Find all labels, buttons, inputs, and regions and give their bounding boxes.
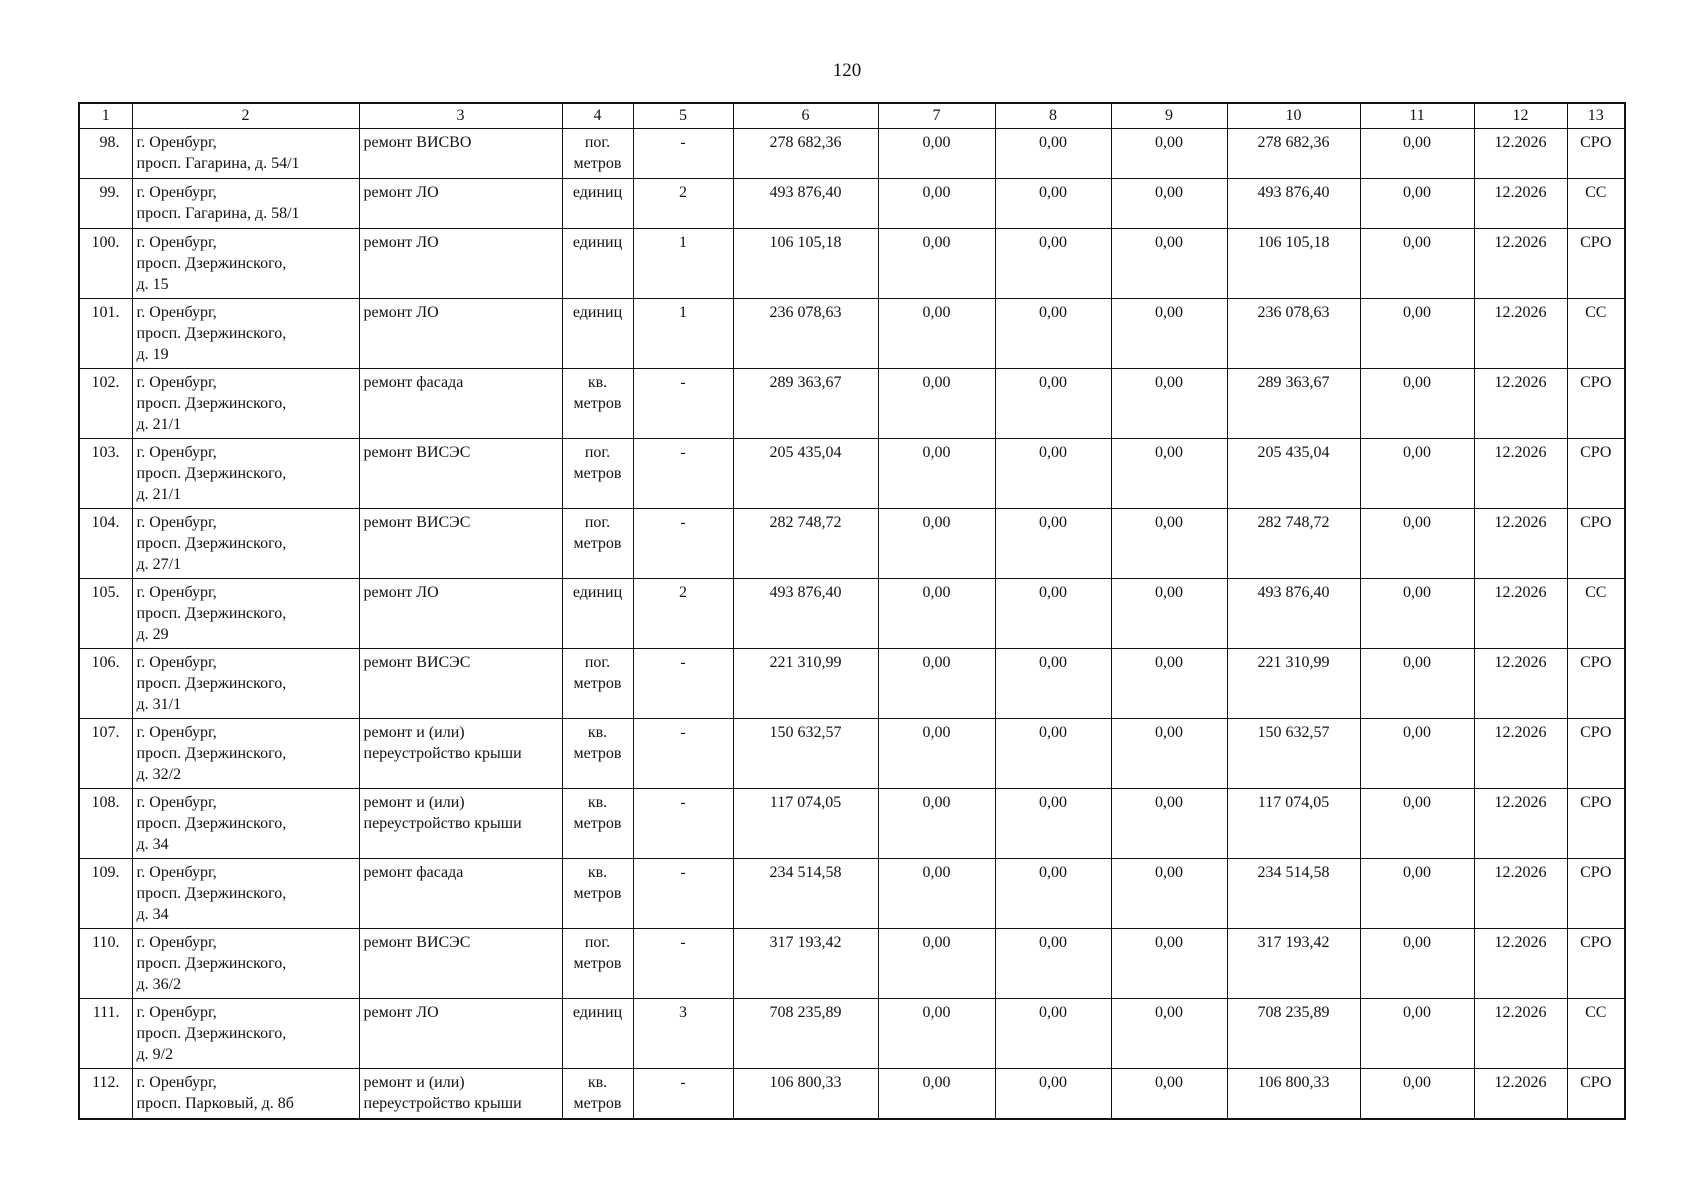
total-cost-cell: 150 632,57 <box>733 719 878 789</box>
cost-col9-cell: 0,00 <box>1111 369 1227 439</box>
completion-date-cell: 12.2026 <box>1474 929 1567 999</box>
cost-col9-cell: 0,00 <box>1111 1069 1227 1120</box>
table-row <box>79 229 1625 299</box>
cost-col11-cell: 0,00 <box>1360 179 1474 229</box>
cost-col7-cell: 0,00 <box>878 999 995 1069</box>
work-type-cell: ремонт и (или) переустройство крыши <box>359 719 562 789</box>
cost-col11-cell: 0,00 <box>1360 369 1474 439</box>
row-number: 100. <box>79 229 132 299</box>
cost-col9-cell: 0,00 <box>1111 229 1227 299</box>
completion-date-cell: 12.2026 <box>1474 299 1567 369</box>
cost-col10-cell: 317 193,42 <box>1227 929 1360 999</box>
total-cost-cell: 117 074,05 <box>733 789 878 859</box>
completion-date-cell: 12.2026 <box>1474 229 1567 299</box>
cost-col9-cell: 0,00 <box>1111 579 1227 649</box>
column-header-3: 3 <box>359 103 562 129</box>
completion-date-cell: 12.2026 <box>1474 649 1567 719</box>
cost-col11-cell: 0,00 <box>1360 579 1474 649</box>
unit-cell: пог. метров <box>562 129 633 179</box>
work-type-cell: ремонт и (или) переустройство крыши <box>359 789 562 859</box>
column-header-2: 2 <box>132 103 359 129</box>
cost-col11-cell: 0,00 <box>1360 129 1474 179</box>
fund-source-cell: СРО <box>1567 1069 1625 1120</box>
cost-col11-cell: 0,00 <box>1360 789 1474 859</box>
cost-col11-cell: 0,00 <box>1360 859 1474 929</box>
column-header-8: 8 <box>995 103 1111 129</box>
completion-date-cell: 12.2026 <box>1474 999 1567 1069</box>
fund-source-cell: СРО <box>1567 929 1625 999</box>
address-cell: г. Оренбург, просп. Дзержинского, д. 29 <box>132 579 359 649</box>
column-header-5: 5 <box>633 103 733 129</box>
completion-date-cell: 12.2026 <box>1474 859 1567 929</box>
cost-col11-cell: 0,00 <box>1360 999 1474 1069</box>
table-row <box>79 999 1625 1069</box>
cost-col8-cell: 0,00 <box>995 369 1111 439</box>
quantity-cell: - <box>633 789 733 859</box>
cost-col10-cell: 106 105,18 <box>1227 229 1360 299</box>
cost-col10-cell: 205 435,04 <box>1227 439 1360 509</box>
address-cell: г. Оренбург, просп. Дзержинского, д. 21/1 <box>132 439 359 509</box>
total-cost-cell: 493 876,40 <box>733 579 878 649</box>
work-type-cell: ремонт ЛО <box>359 179 562 229</box>
cost-col8-cell: 0,00 <box>995 579 1111 649</box>
cost-col8-cell: 0,00 <box>995 929 1111 999</box>
unit-cell: единиц <box>562 179 633 229</box>
work-type-cell: ремонт и (или) переустройство крыши <box>359 1069 562 1120</box>
cost-col9-cell: 0,00 <box>1111 999 1227 1069</box>
total-cost-cell: 493 876,40 <box>733 179 878 229</box>
cost-col9-cell: 0,00 <box>1111 719 1227 789</box>
cost-col10-cell: 708 235,89 <box>1227 999 1360 1069</box>
row-number: 104. <box>79 509 132 579</box>
cost-col8-cell: 0,00 <box>995 999 1111 1069</box>
row-number: 98. <box>79 129 132 179</box>
row-number: 102. <box>79 369 132 439</box>
work-type-cell: ремонт ВИСЭС <box>359 649 562 719</box>
address-cell: г. Оренбург, просп. Гагарина, д. 58/1 <box>132 179 359 229</box>
work-type-cell: ремонт фасада <box>359 859 562 929</box>
table-row <box>79 649 1625 719</box>
cost-col8-cell: 0,00 <box>995 789 1111 859</box>
completion-date-cell: 12.2026 <box>1474 1069 1567 1120</box>
cost-col9-cell: 0,00 <box>1111 509 1227 579</box>
cost-col7-cell: 0,00 <box>878 579 995 649</box>
cost-col10-cell: 493 876,40 <box>1227 179 1360 229</box>
address-cell: г. Оренбург, просп. Дзержинского, д. 34 <box>132 859 359 929</box>
cost-col8-cell: 0,00 <box>995 859 1111 929</box>
cost-col8-cell: 0,00 <box>995 509 1111 579</box>
fund-source-cell: СРО <box>1567 789 1625 859</box>
cost-col9-cell: 0,00 <box>1111 929 1227 999</box>
total-cost-cell: 106 105,18 <box>733 229 878 299</box>
cost-col10-cell: 150 632,57 <box>1227 719 1360 789</box>
fund-source-cell: СС <box>1567 999 1625 1069</box>
table-row <box>79 719 1625 789</box>
address-cell: г. Оренбург, просп. Парковый, д. 8б <box>132 1069 359 1120</box>
address-cell: г. Оренбург, просп. Дзержинского, д. 27/1 <box>132 509 359 579</box>
fund-source-cell: СС <box>1567 299 1625 369</box>
quantity-cell: 1 <box>633 299 733 369</box>
cost-col9-cell: 0,00 <box>1111 789 1227 859</box>
quantity-cell: - <box>633 129 733 179</box>
address-cell: г. Оренбург, просп. Гагарина, д. 54/1 <box>132 129 359 179</box>
table-row <box>79 369 1625 439</box>
unit-cell: единиц <box>562 229 633 299</box>
column-header-11: 11 <box>1360 103 1474 129</box>
address-cell: г. Оренбург, просп. Дзержинского, д. 15 <box>132 229 359 299</box>
address-cell: г. Оренбург, просп. Дзержинского, д. 21/1 <box>132 369 359 439</box>
fund-source-cell: СРО <box>1567 509 1625 579</box>
row-number: 101. <box>79 299 132 369</box>
row-number: 110. <box>79 929 132 999</box>
completion-date-cell: 12.2026 <box>1474 439 1567 509</box>
work-type-cell: ремонт ЛО <box>359 579 562 649</box>
cost-col7-cell: 0,00 <box>878 179 995 229</box>
unit-cell: кв. метров <box>562 859 633 929</box>
column-header-6: 6 <box>733 103 878 129</box>
cost-col9-cell: 0,00 <box>1111 649 1227 719</box>
table-row <box>79 789 1625 859</box>
quantity-cell: 2 <box>633 579 733 649</box>
cost-col8-cell: 0,00 <box>995 179 1111 229</box>
completion-date-cell: 12.2026 <box>1474 129 1567 179</box>
cost-col8-cell: 0,00 <box>995 649 1111 719</box>
table-row <box>79 929 1625 999</box>
quantity-cell: - <box>633 859 733 929</box>
column-header-9: 9 <box>1111 103 1227 129</box>
row-number: 105. <box>79 579 132 649</box>
row-number: 106. <box>79 649 132 719</box>
cost-col10-cell: 236 078,63 <box>1227 299 1360 369</box>
quantity-cell: - <box>633 439 733 509</box>
row-number: 108. <box>79 789 132 859</box>
cost-col8-cell: 0,00 <box>995 719 1111 789</box>
total-cost-cell: 289 363,67 <box>733 369 878 439</box>
work-type-cell: ремонт ВИСВО <box>359 129 562 179</box>
cost-col9-cell: 0,00 <box>1111 299 1227 369</box>
completion-date-cell: 12.2026 <box>1474 509 1567 579</box>
quantity-cell: - <box>633 929 733 999</box>
cost-col7-cell: 0,00 <box>878 789 995 859</box>
quantity-cell: - <box>633 369 733 439</box>
column-header-12: 12 <box>1474 103 1567 129</box>
cost-col10-cell: 106 800,33 <box>1227 1069 1360 1120</box>
quantity-cell: 2 <box>633 179 733 229</box>
cost-col8-cell: 0,00 <box>995 229 1111 299</box>
cost-col8-cell: 0,00 <box>995 1069 1111 1120</box>
completion-date-cell: 12.2026 <box>1474 179 1567 229</box>
fund-source-cell: СРО <box>1567 439 1625 509</box>
table-row <box>79 509 1625 579</box>
address-cell: г. Оренбург, просп. Дзержинского, д. 34 <box>132 789 359 859</box>
cost-col8-cell: 0,00 <box>995 129 1111 179</box>
unit-cell: кв. метров <box>562 789 633 859</box>
cost-col11-cell: 0,00 <box>1360 649 1474 719</box>
unit-cell: пог. метров <box>562 439 633 509</box>
unit-cell: пог. метров <box>562 929 633 999</box>
cost-col9-cell: 0,00 <box>1111 439 1227 509</box>
fund-source-cell: СРО <box>1567 369 1625 439</box>
cost-col7-cell: 0,00 <box>878 719 995 789</box>
cost-col7-cell: 0,00 <box>878 229 995 299</box>
row-number: 111. <box>79 999 132 1069</box>
table-row <box>79 299 1625 369</box>
table-row <box>79 1069 1625 1120</box>
total-cost-cell: 282 748,72 <box>733 509 878 579</box>
cost-col11-cell: 0,00 <box>1360 509 1474 579</box>
total-cost-cell: 234 514,58 <box>733 859 878 929</box>
cost-col7-cell: 0,00 <box>878 1069 995 1120</box>
fund-source-cell: СРО <box>1567 129 1625 179</box>
total-cost-cell: 106 800,33 <box>733 1069 878 1120</box>
work-type-cell: ремонт фасада <box>359 369 562 439</box>
quantity-cell: 3 <box>633 999 733 1069</box>
total-cost-cell: 205 435,04 <box>733 439 878 509</box>
cost-col7-cell: 0,00 <box>878 129 995 179</box>
column-header-7: 7 <box>878 103 995 129</box>
cost-col10-cell: 278 682,36 <box>1227 129 1360 179</box>
column-header-13: 13 <box>1567 103 1625 129</box>
unit-cell: пог. метров <box>562 509 633 579</box>
cost-col7-cell: 0,00 <box>878 369 995 439</box>
address-cell: г. Оренбург, просп. Дзержинского, д. 36/2 <box>132 929 359 999</box>
work-type-cell: ремонт ЛО <box>359 299 562 369</box>
cost-col11-cell: 0,00 <box>1360 299 1474 369</box>
quantity-cell: - <box>633 719 733 789</box>
completion-date-cell: 12.2026 <box>1474 579 1567 649</box>
completion-date-cell: 12.2026 <box>1474 719 1567 789</box>
unit-cell: единиц <box>562 299 633 369</box>
unit-cell: кв. метров <box>562 369 633 439</box>
cost-col9-cell: 0,00 <box>1111 129 1227 179</box>
completion-date-cell: 12.2026 <box>1474 789 1567 859</box>
table-row <box>79 179 1625 229</box>
table-body <box>79 129 1625 1120</box>
column-header-10: 10 <box>1227 103 1360 129</box>
address-cell: г. Оренбург, просп. Дзержинского, д. 31/1 <box>132 649 359 719</box>
cost-col7-cell: 0,00 <box>878 509 995 579</box>
cost-col8-cell: 0,00 <box>995 439 1111 509</box>
cost-col11-cell: 0,00 <box>1360 929 1474 999</box>
row-number: 107. <box>79 719 132 789</box>
column-header-4: 4 <box>562 103 633 129</box>
cost-col7-cell: 0,00 <box>878 299 995 369</box>
table-row <box>79 129 1625 179</box>
address-cell: г. Оренбург, просп. Дзержинского, д. 19 <box>132 299 359 369</box>
unit-cell: единиц <box>562 579 633 649</box>
address-cell: г. Оренбург, просп. Дзержинского, д. 32/2 <box>132 719 359 789</box>
table-header-row <box>79 103 1625 129</box>
cost-col10-cell: 493 876,40 <box>1227 579 1360 649</box>
work-type-cell: ремонт ВИСЭС <box>359 509 562 579</box>
row-number: 109. <box>79 859 132 929</box>
page-number: 120 <box>832 60 862 81</box>
column-header-1: 1 <box>79 103 132 129</box>
unit-cell: пог. метров <box>562 649 633 719</box>
capital-repair-table <box>78 102 1626 1120</box>
cost-col10-cell: 282 748,72 <box>1227 509 1360 579</box>
row-number: 112. <box>79 1069 132 1120</box>
cost-col7-cell: 0,00 <box>878 439 995 509</box>
total-cost-cell: 221 310,99 <box>733 649 878 719</box>
table-row <box>79 579 1625 649</box>
quantity-cell: 1 <box>633 229 733 299</box>
fund-source-cell: СРО <box>1567 229 1625 299</box>
total-cost-cell: 236 078,63 <box>733 299 878 369</box>
cost-col9-cell: 0,00 <box>1111 179 1227 229</box>
table-row <box>79 859 1625 929</box>
unit-cell: единиц <box>562 999 633 1069</box>
address-cell: г. Оренбург, просп. Дзержинского, д. 9/2 <box>132 999 359 1069</box>
work-type-cell: ремонт ЛО <box>359 999 562 1069</box>
quantity-cell: - <box>633 1069 733 1120</box>
cost-col10-cell: 117 074,05 <box>1227 789 1360 859</box>
completion-date-cell: 12.2026 <box>1474 369 1567 439</box>
cost-col7-cell: 0,00 <box>878 649 995 719</box>
cost-col10-cell: 289 363,67 <box>1227 369 1360 439</box>
fund-source-cell: СРО <box>1567 649 1625 719</box>
fund-source-cell: СРО <box>1567 719 1625 789</box>
cost-col7-cell: 0,00 <box>878 929 995 999</box>
cost-col11-cell: 0,00 <box>1360 229 1474 299</box>
unit-cell: кв. метров <box>562 1069 633 1120</box>
work-type-cell: ремонт ЛО <box>359 229 562 299</box>
total-cost-cell: 278 682,36 <box>733 129 878 179</box>
total-cost-cell: 708 235,89 <box>733 999 878 1069</box>
row-number: 99. <box>79 179 132 229</box>
fund-source-cell: СС <box>1567 179 1625 229</box>
fund-source-cell: СРО <box>1567 859 1625 929</box>
cost-col7-cell: 0,00 <box>878 859 995 929</box>
cost-col10-cell: 221 310,99 <box>1227 649 1360 719</box>
table-row <box>79 439 1625 509</box>
quantity-cell: - <box>633 649 733 719</box>
total-cost-cell: 317 193,42 <box>733 929 878 999</box>
row-number: 103. <box>79 439 132 509</box>
work-type-cell: ремонт ВИСЭС <box>359 929 562 999</box>
cost-col11-cell: 0,00 <box>1360 719 1474 789</box>
work-type-cell: ремонт ВИСЭС <box>359 439 562 509</box>
quantity-cell: - <box>633 509 733 579</box>
fund-source-cell: СС <box>1567 579 1625 649</box>
cost-col9-cell: 0,00 <box>1111 859 1227 929</box>
unit-cell: кв. метров <box>562 719 633 789</box>
cost-col11-cell: 0,00 <box>1360 439 1474 509</box>
cost-col10-cell: 234 514,58 <box>1227 859 1360 929</box>
cost-col11-cell: 0,00 <box>1360 1069 1474 1120</box>
cost-col8-cell: 0,00 <box>995 299 1111 369</box>
